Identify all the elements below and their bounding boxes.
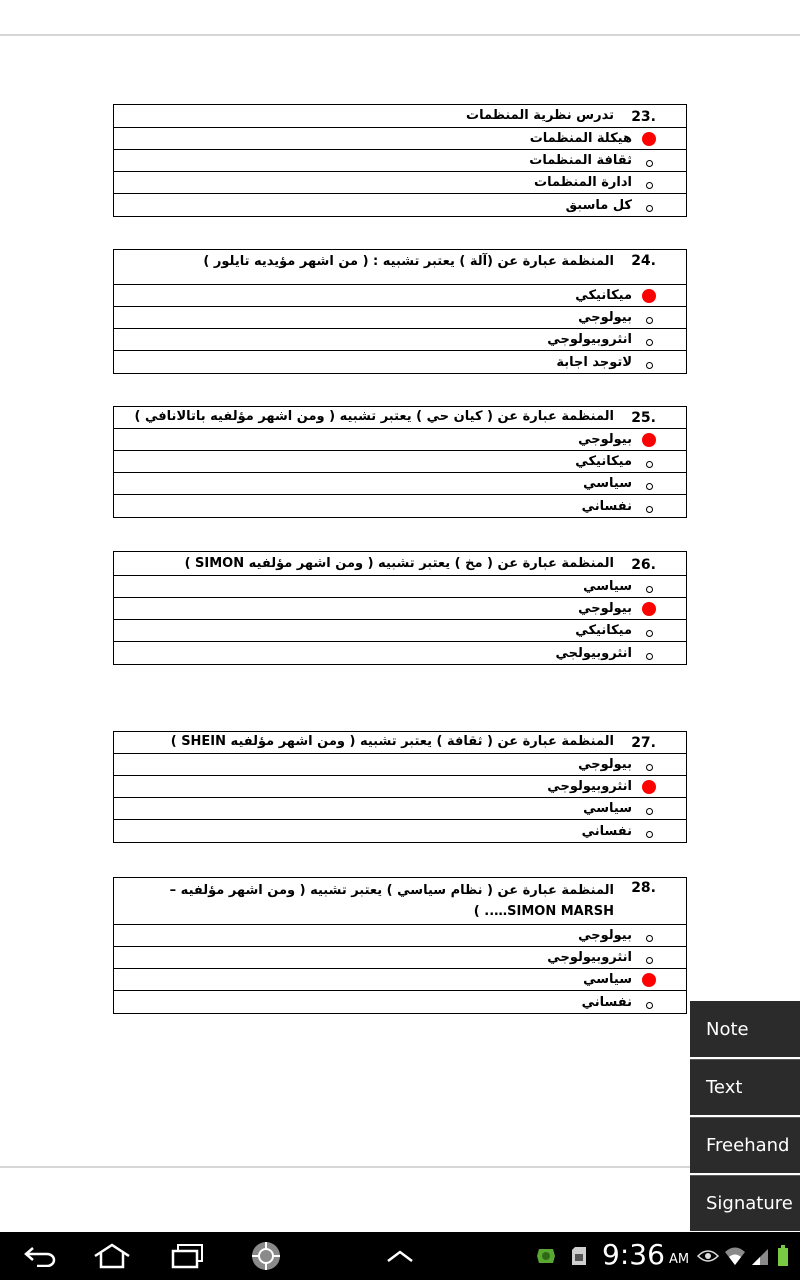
question-header: [114, 250, 686, 285]
option-row[interactable]: [114, 925, 686, 947]
question-text: المنظمة عبارة عن ( مخ ) يعتبر تشبيه ( ومن اشهر مؤلفيه SIMON ): [184, 556, 614, 571]
freehand-button[interactable]: Freehand: [690, 1117, 800, 1173]
signature-button[interactable]: Signature: [690, 1175, 800, 1231]
option-label: سياسي: [583, 476, 632, 491]
option-label: نفساني: [581, 499, 632, 514]
option-row[interactable]: [114, 820, 686, 842]
radio-circle-icon: [646, 160, 653, 167]
text-button[interactable]: Text: [690, 1059, 800, 1115]
android-notification-icon: [532, 1232, 560, 1280]
radio-circle-icon: [646, 182, 653, 189]
question-header: [114, 105, 686, 128]
option-label: بيولوجي: [578, 310, 632, 325]
radio-circle-icon: [646, 506, 653, 513]
radio-circle-icon: [646, 205, 653, 212]
question-number: 23.: [631, 109, 656, 125]
question-number: 24.: [631, 253, 656, 269]
radio-circle-icon: [646, 339, 653, 346]
question-number: 26.: [631, 557, 656, 573]
question-text: المنظمة عبارة عن (آلة ) يعتبر تشبيه : ( من اشهر مؤيديه تايلور ): [203, 254, 614, 269]
radio-circle-icon: [646, 317, 653, 324]
selected-mark-icon: [642, 433, 656, 447]
radio-circle-icon: [646, 764, 653, 771]
top-divider: [0, 34, 800, 36]
radio-circle-icon: [646, 461, 653, 468]
question-header: [114, 552, 686, 576]
option-label: بيولوجي: [578, 432, 632, 447]
question-26: [113, 551, 687, 665]
option-label: سياسي: [583, 801, 632, 816]
option-row[interactable]: [114, 150, 686, 172]
signal-icon: [748, 1232, 772, 1280]
option-label: ميكانيكي: [575, 454, 632, 469]
option-label: بيولوجي: [578, 928, 632, 943]
option-label: كل ماسبق: [565, 198, 632, 213]
recent-apps-icon[interactable]: [164, 1232, 212, 1280]
option-label: ادارة المنظمات: [534, 175, 632, 190]
option-row[interactable]: [114, 194, 686, 216]
radio-circle-icon: [646, 808, 653, 815]
question-text: تدرس نظرية المنظمات: [466, 108, 614, 123]
option-row[interactable]: [114, 969, 686, 991]
option-row[interactable]: [114, 642, 686, 664]
chevron-up-icon[interactable]: [376, 1232, 424, 1280]
back-icon[interactable]: [16, 1232, 64, 1280]
option-row[interactable]: [114, 351, 686, 373]
question-number: 27.: [631, 735, 656, 751]
option-label: نفساني: [581, 995, 632, 1010]
question-text: المنظمة عبارة عن ( نظام سياسي ) يعتبر تشبيه ( ومن اشهر مؤلفيه – SIMON MARSH….. ): [169, 883, 614, 919]
screenshot-icon[interactable]: [242, 1232, 290, 1280]
option-row[interactable]: [114, 495, 686, 517]
option-row[interactable]: [114, 285, 686, 307]
option-row[interactable]: [114, 307, 686, 329]
radio-circle-icon: [646, 1002, 653, 1009]
option-row[interactable]: [114, 576, 686, 598]
status-time: 9:36: [602, 1238, 665, 1271]
question-header: [114, 878, 686, 925]
radio-circle-icon: [646, 831, 653, 838]
radio-circle-icon: [646, 586, 653, 593]
option-row[interactable]: [114, 754, 686, 776]
selected-mark-icon: [642, 602, 656, 616]
battery-icon: [772, 1232, 794, 1280]
option-label: بيولوجي: [578, 757, 632, 772]
option-row[interactable]: [114, 947, 686, 969]
option-label: ثقافة المنظمات: [529, 153, 632, 168]
question-24: [113, 249, 687, 374]
option-label: ميكانيكي: [575, 623, 632, 638]
option-row[interactable]: [114, 776, 686, 798]
wifi-icon: [722, 1232, 748, 1280]
radio-circle-icon: [646, 935, 653, 942]
radio-circle-icon: [646, 653, 653, 660]
option-label: هيكلة المنظمات: [529, 131, 632, 146]
option-row[interactable]: [114, 329, 686, 351]
question-header: [114, 407, 686, 429]
question-25: [113, 406, 687, 518]
selected-mark-icon: [642, 132, 656, 146]
option-label: ميكانيكي: [575, 288, 632, 303]
option-row[interactable]: [114, 991, 686, 1013]
status-ampm: AM: [669, 1252, 690, 1267]
option-label: انثروبيولوجي: [547, 779, 632, 794]
radio-circle-icon: [646, 630, 653, 637]
question-text: المنظمة عبارة عن ( ثقافة ) يعتبر تشبيه ( ومن اشهر مؤلفيه SHEIN ): [170, 734, 614, 749]
option-label: انثروبيولوجي: [547, 332, 632, 347]
radio-circle-icon: [646, 362, 653, 369]
option-label: انثروبيولوجي: [547, 950, 632, 965]
option-row[interactable]: [114, 128, 686, 150]
question-text: المنظمة عبارة عن ( كيان حي ) يعتبر تشبيه ( ومن اشهر مؤلفيه باتالانافي ): [134, 409, 614, 424]
selected-mark-icon: [642, 973, 656, 987]
sd-card-icon: [566, 1232, 592, 1280]
question-header: [114, 732, 686, 754]
option-label: سياسي: [583, 579, 632, 594]
option-label: بيولوجي: [578, 601, 632, 616]
note-button[interactable]: Note: [690, 1001, 800, 1057]
question-23: [113, 104, 687, 217]
option-row[interactable]: [114, 473, 686, 495]
home-icon[interactable]: [88, 1232, 136, 1280]
radio-circle-icon: [646, 957, 653, 964]
option-row[interactable]: [114, 172, 686, 194]
eye-icon: [696, 1232, 720, 1280]
question-27: [113, 731, 687, 843]
option-row[interactable]: [114, 798, 686, 820]
question-number: 28.: [631, 880, 656, 896]
selected-mark-icon: [642, 780, 656, 794]
option-label: سياسي: [583, 972, 632, 987]
bottom-divider: [0, 1166, 800, 1168]
option-label: انثروبيولجي: [555, 646, 632, 661]
option-row[interactable]: [114, 429, 686, 451]
system-navigation-bar: [0, 1232, 800, 1280]
question-28: [113, 877, 687, 1014]
option-label: نفساني: [581, 824, 632, 839]
radio-circle-icon: [646, 483, 653, 490]
option-row[interactable]: [114, 451, 686, 473]
option-label: لاتوجد اجابة: [556, 355, 632, 370]
option-row[interactable]: [114, 620, 686, 642]
option-row[interactable]: [114, 598, 686, 620]
question-number: 25.: [631, 410, 656, 426]
selected-mark-icon: [642, 289, 656, 303]
